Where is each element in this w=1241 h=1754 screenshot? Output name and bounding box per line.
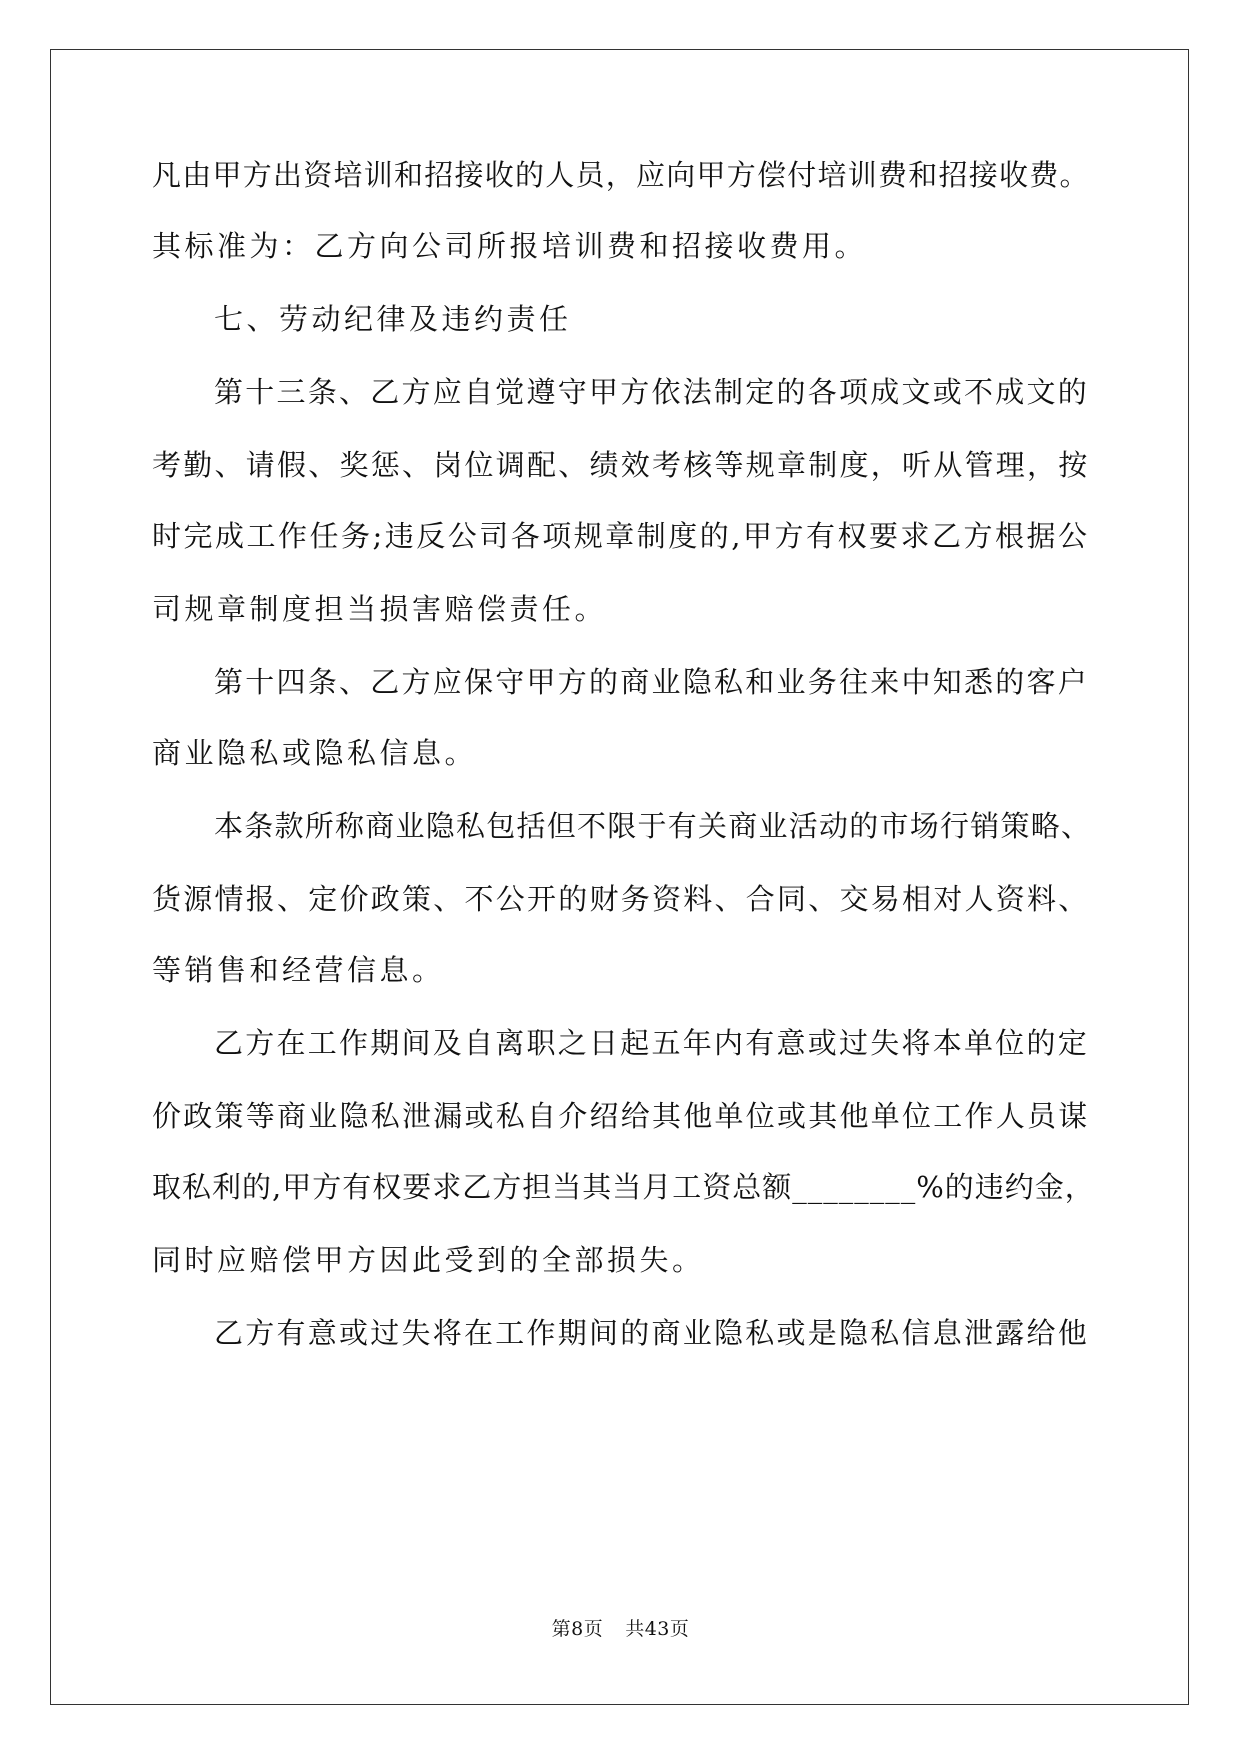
text-line: 本条款所称商业隐私包括但不限于有关商业活动的市场行销策略、 [214,809,1092,843]
page-border [50,49,1189,1705]
text-line: 第十四条、乙方应保守甲方的商业隐私和业务往来中知悉的客户 [214,665,1090,699]
current-page-number: 第8页 [551,1618,604,1640]
text-line: 凡由甲方出资培训和招接收的人员，应向甲方偿付培训费和招接收费。 [152,158,1090,192]
text-line: 商业隐私或隐私信息。 [152,736,478,770]
text-line: 取私利的,甲方有权要求乙方担当其当月工资总额________%的违约金， [152,1170,1095,1204]
text-line: 同时应赔偿甲方因此受到的全部损失。 [152,1243,705,1277]
page-footer [0,1614,1241,1641]
text-line: 乙方在工作期间及自离职之日起五年内有意或过失将本单位的定 [214,1026,1090,1060]
text-line: 价政策等商业隐私泄漏或私自介绍给其他单位或其他单位工作人员谋 [152,1099,1090,1133]
text-line: 时完成工作任务;违反公司各项规章制度的,甲方有权要求乙方根据公 [152,519,1090,553]
text-line: 其标准为：乙方向公司所报培训费和招接收费用。 [152,229,868,263]
text-line: 货源情报、定价政策、不公开的财务资料、合同、交易相对人资料、 [152,882,1090,916]
total-pages: 共43页 [625,1618,690,1640]
text-line: 司规章制度担当损害赔偿责任。 [152,592,608,626]
section-heading: 七、劳动纪律及违约责任 [214,302,572,336]
text-line: 等销售和经营信息。 [152,953,445,987]
text-line: 第十三条、乙方应自觉遵守甲方依法制定的各项成文或不成文的 [214,375,1090,409]
text-line: 考勤、请假、奖惩、岗位调配、绩效考核等规章制度，听从管理，按 [152,448,1090,482]
text-line: 乙方有意或过失将在工作期间的商业隐私或是隐私信息泄露给他 [214,1316,1090,1350]
